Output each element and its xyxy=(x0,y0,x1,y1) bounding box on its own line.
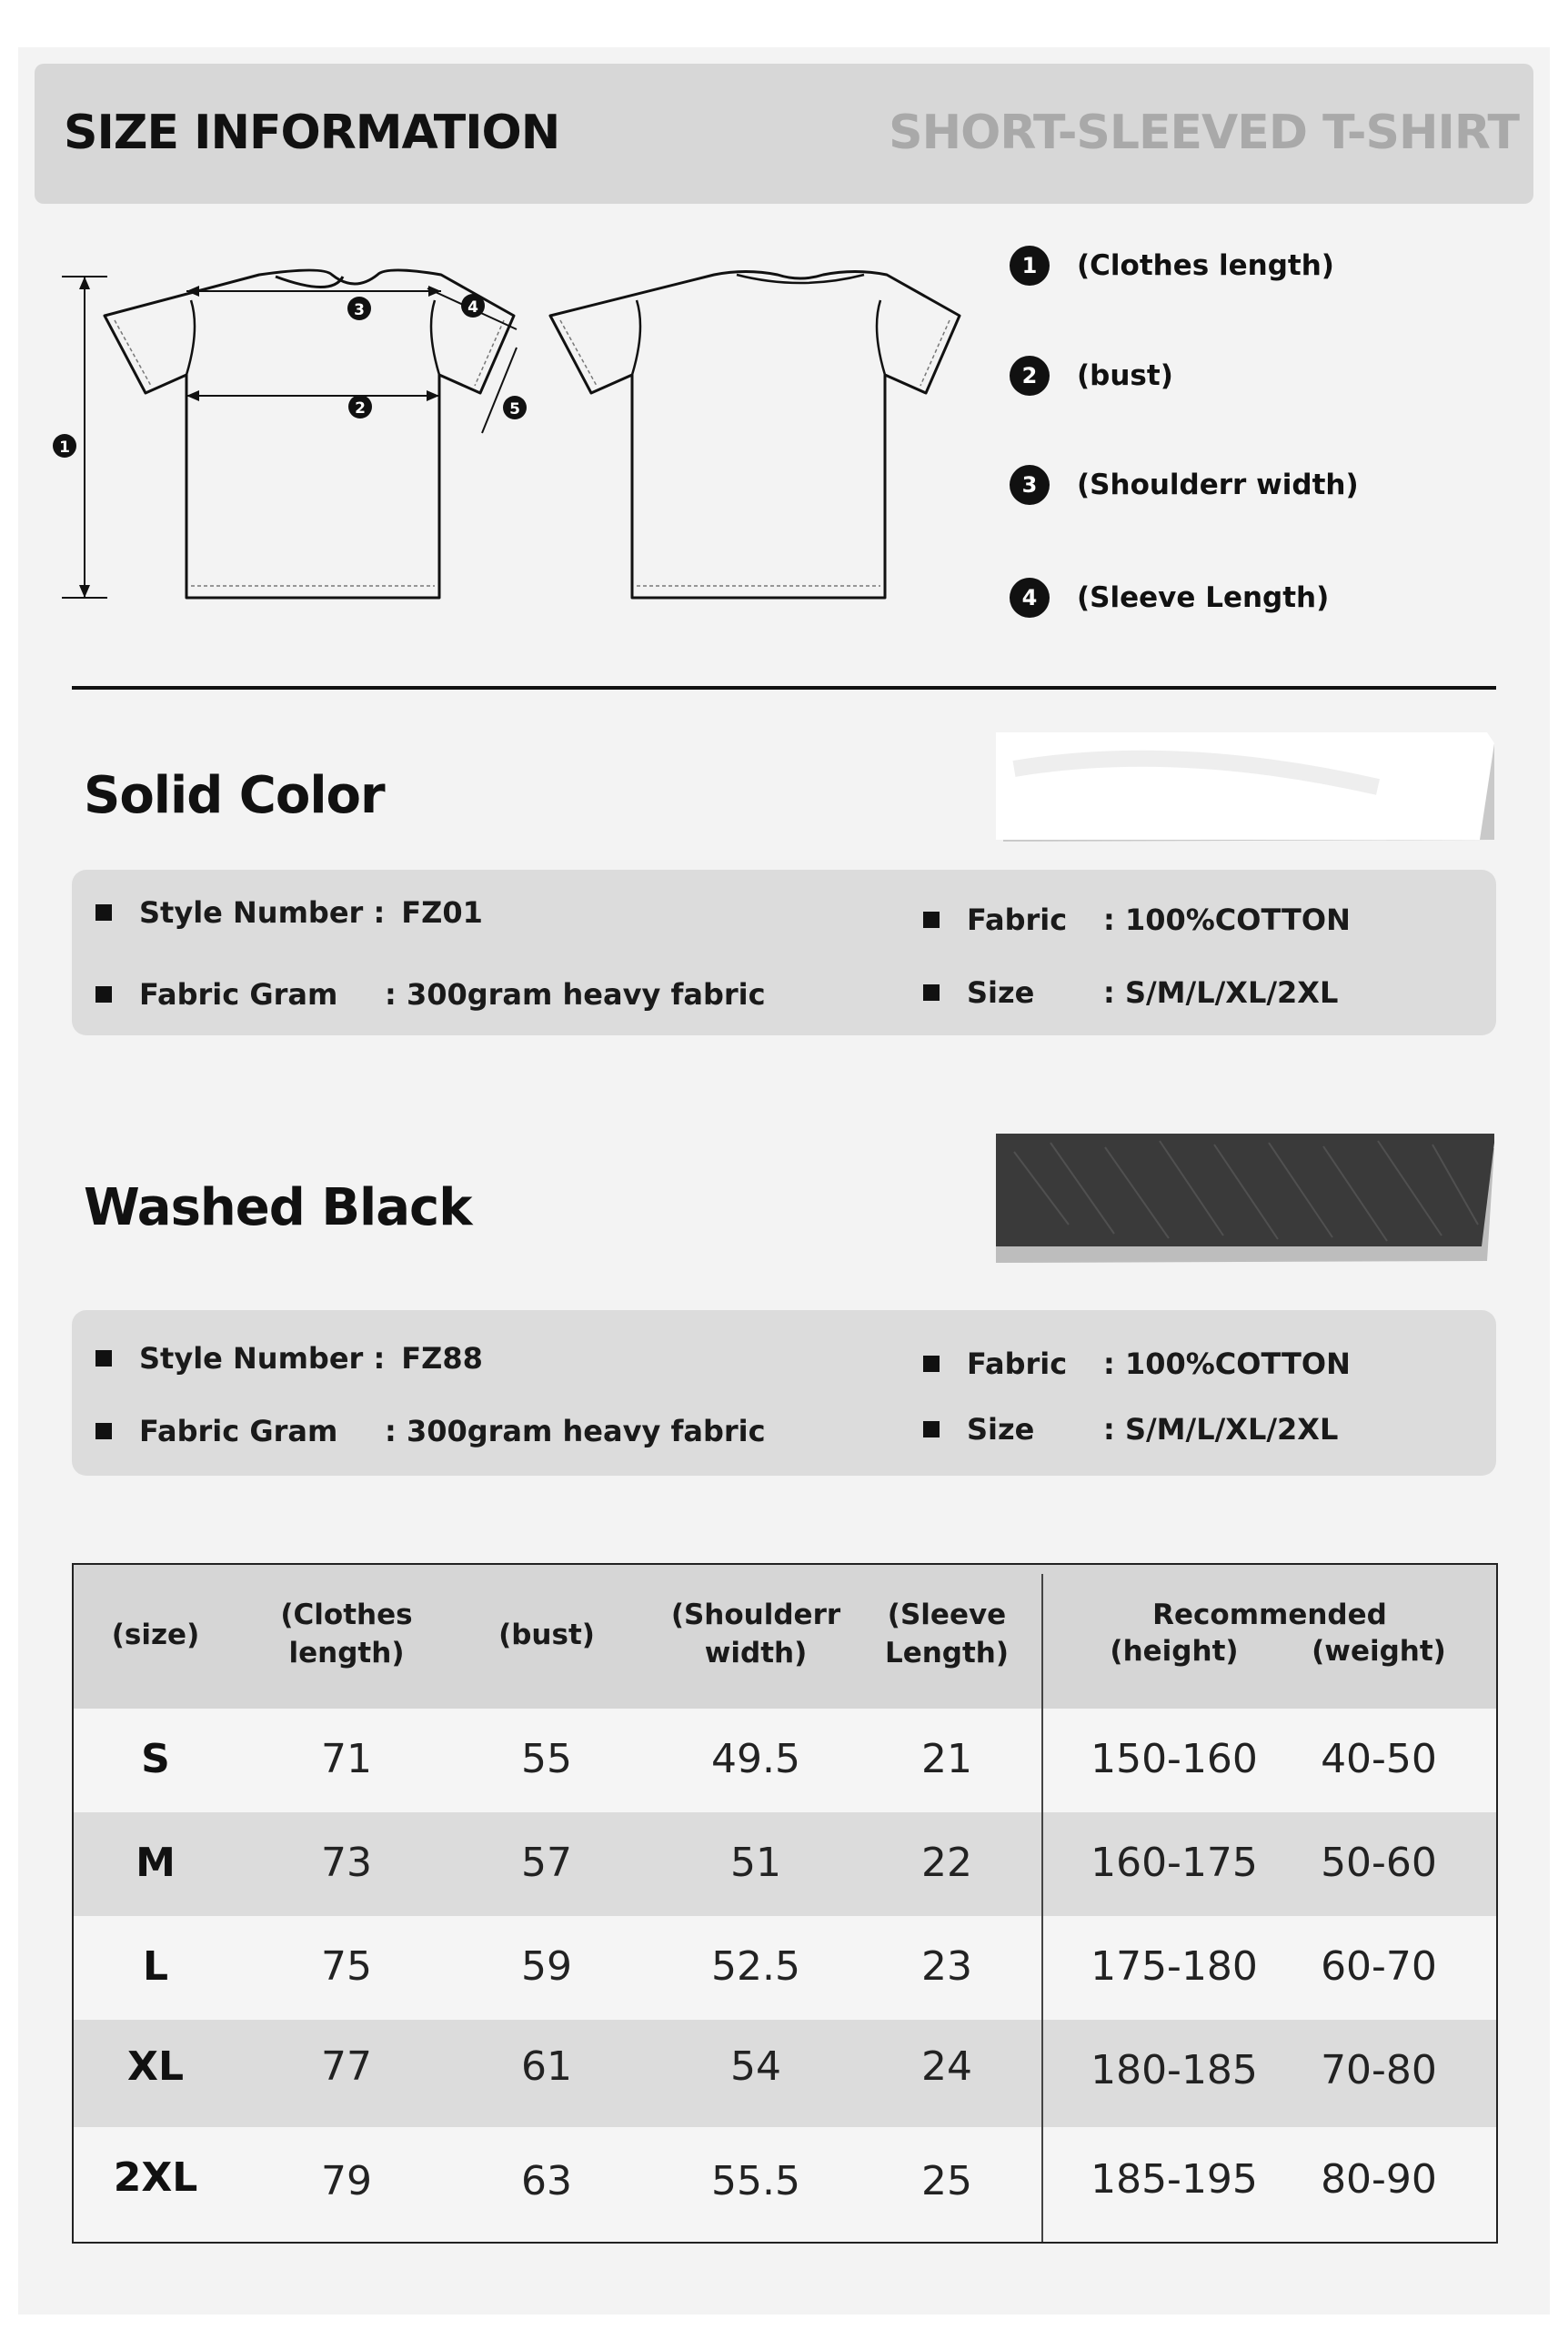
section-title-washed-black: Washed Black xyxy=(84,1178,472,1237)
header-recommended: Recommended xyxy=(1152,1599,1387,1631)
marker-3: 3 xyxy=(354,301,365,319)
header-height: (height) xyxy=(1110,1635,1239,1668)
cell-sleeve: 23 xyxy=(921,1943,972,1990)
table-header xyxy=(74,1565,1496,1709)
size-info-page xyxy=(18,47,1550,2315)
fabric-gram-label: Fabric Gram xyxy=(139,977,338,1012)
style-number-value: FZ01 xyxy=(401,895,483,930)
header-sleeve-length xyxy=(865,1596,1029,1672)
style-number-label: Style Number : xyxy=(139,895,386,930)
cell-weight: 70-80 xyxy=(1321,2047,1437,2093)
cell-shoulder: 51 xyxy=(730,1840,781,1886)
size-value: : S/M/L/XL/2XL xyxy=(1103,1412,1339,1447)
cell-bust: 63 xyxy=(521,2158,572,2204)
table-row xyxy=(74,1916,1496,2020)
fabric-value: : 100%COTTON xyxy=(1103,903,1351,937)
cell-height: 175-180 xyxy=(1091,1943,1258,1990)
style-number-value: FZ88 xyxy=(401,1341,483,1376)
header-clothes-length xyxy=(256,1596,437,1672)
fabric-swatch-washed-black xyxy=(996,1134,1496,1263)
cell-shoulder: 55.5 xyxy=(711,2158,800,2204)
table-row xyxy=(74,1812,1496,1916)
size-chart-table xyxy=(72,1563,1498,2244)
table-column-divider xyxy=(1041,1574,1043,2242)
table-row xyxy=(74,2127,1496,2240)
cell-sleeve: 25 xyxy=(921,2158,972,2204)
section-divider xyxy=(72,686,1496,690)
cell-shoulder: 54 xyxy=(730,2043,781,2090)
legend-item-sleeve-length xyxy=(1010,575,1329,620)
bullet-icon xyxy=(923,1356,940,1372)
fabric-gram-row xyxy=(95,977,766,1012)
cell-shoulder: 52.5 xyxy=(711,1943,800,1990)
cell-height: 180-185 xyxy=(1091,2047,1258,2093)
legend-item-clothes-length xyxy=(1010,243,1334,288)
legend-item-shoulder-width xyxy=(1010,462,1359,508)
bullet-icon xyxy=(923,984,940,1001)
header-line: (Sleeve xyxy=(887,1599,1007,1631)
cell-size: L xyxy=(142,1943,169,1990)
cell-size: 2XL xyxy=(113,2154,198,2201)
header-line: width) xyxy=(704,1637,808,1669)
legend-number: 4 xyxy=(1010,578,1050,618)
info-box-solid-color xyxy=(72,870,1496,1035)
bullet-icon xyxy=(923,912,940,928)
bullet-icon xyxy=(95,986,112,1003)
cell-size: XL xyxy=(127,2043,184,2090)
bullet-icon xyxy=(95,1350,112,1367)
cell-sleeve: 21 xyxy=(921,1736,972,1782)
cell-height: 185-195 xyxy=(1091,2156,1258,2203)
header-weight: (weight) xyxy=(1312,1635,1446,1668)
cell-bust: 59 xyxy=(521,1943,572,1990)
cell-weight: 60-70 xyxy=(1321,1943,1437,1990)
cell-length: 75 xyxy=(321,1943,372,1990)
cell-size: M xyxy=(136,1840,176,1886)
style-number-label: Style Number : xyxy=(139,1341,386,1376)
cell-size: S xyxy=(141,1736,170,1782)
bullet-icon xyxy=(923,1421,940,1437)
marker-1: 1 xyxy=(59,439,70,457)
header-line: Length) xyxy=(884,1637,1010,1669)
legend-number: 1 xyxy=(1010,246,1050,286)
marker-5: 5 xyxy=(509,400,520,419)
header-bust: (bust) xyxy=(498,1619,595,1651)
cell-shoulder: 49.5 xyxy=(711,1736,800,1782)
info-box-washed-black xyxy=(72,1310,1496,1476)
cell-length: 79 xyxy=(321,2158,372,2204)
legend-label: (Shoulderr width) xyxy=(1077,469,1359,501)
legend-label: (Clothes length) xyxy=(1077,249,1334,282)
cell-bust: 61 xyxy=(521,2043,572,2090)
cell-bust: 55 xyxy=(521,1736,572,1782)
size-label: Size xyxy=(967,1412,1035,1447)
legend-item-bust xyxy=(1010,353,1173,398)
fabric-label: Fabric xyxy=(967,1347,1068,1381)
fabric-gram-value: : 300gram heavy fabric xyxy=(385,977,766,1012)
legend-number: 3 xyxy=(1010,465,1050,505)
size-label: Size xyxy=(967,975,1035,1010)
fabric-row xyxy=(923,903,1351,937)
style-number-row xyxy=(95,1341,483,1376)
marker-4: 4 xyxy=(467,298,478,317)
marker-2: 2 xyxy=(355,399,366,418)
fabric-gram-value: : 300gram heavy fabric xyxy=(385,1414,766,1448)
bullet-icon xyxy=(95,1423,112,1439)
header-size: (size) xyxy=(111,1619,200,1651)
table-row xyxy=(74,1709,1496,1812)
fabric-swatch-solid-color xyxy=(996,732,1496,842)
page-subtitle: SHORT-SLEEVED T-SHIRT xyxy=(889,106,1519,160)
header-line: (Clothes xyxy=(280,1599,413,1631)
tshirt-back-outline xyxy=(550,272,960,599)
style-number-row xyxy=(95,895,483,930)
section-title-solid-color: Solid Color xyxy=(84,766,385,825)
page-title: SIZE INFORMATION xyxy=(64,106,560,160)
cell-height: 160-175 xyxy=(1091,1840,1258,1886)
fabric-label: Fabric xyxy=(967,903,1068,937)
header-shoulder-width xyxy=(647,1596,865,1672)
header-line: (Shoulderr xyxy=(670,1599,841,1631)
tshirt-front-outline xyxy=(105,270,514,598)
size-value: : S/M/L/XL/2XL xyxy=(1103,975,1339,1010)
fabric-gram-row xyxy=(95,1414,766,1448)
cell-height: 150-160 xyxy=(1091,1736,1258,1782)
cell-sleeve: 24 xyxy=(921,2043,972,2090)
fabric-value: : 100%COTTON xyxy=(1103,1347,1351,1381)
size-row xyxy=(923,975,1338,1010)
cell-weight: 80-90 xyxy=(1321,2156,1437,2203)
size-row xyxy=(923,1412,1338,1447)
cell-length: 71 xyxy=(321,1736,372,1782)
cell-weight: 40-50 xyxy=(1321,1736,1437,1782)
bullet-icon xyxy=(95,904,112,921)
legend-label: (bust) xyxy=(1077,359,1173,392)
cell-weight: 50-60 xyxy=(1321,1840,1437,1886)
legend-label: (Sleeve Length) xyxy=(1077,581,1330,614)
cell-length: 73 xyxy=(321,1840,372,1886)
legend-number: 2 xyxy=(1010,356,1050,396)
cell-bust: 57 xyxy=(521,1840,572,1886)
fabric-row xyxy=(923,1347,1351,1381)
table-row xyxy=(74,2020,1496,2127)
fabric-gram-label: Fabric Gram xyxy=(139,1414,338,1448)
cell-sleeve: 22 xyxy=(921,1840,972,1886)
cell-length: 77 xyxy=(321,2043,372,2090)
header-line: length) xyxy=(288,1637,405,1669)
